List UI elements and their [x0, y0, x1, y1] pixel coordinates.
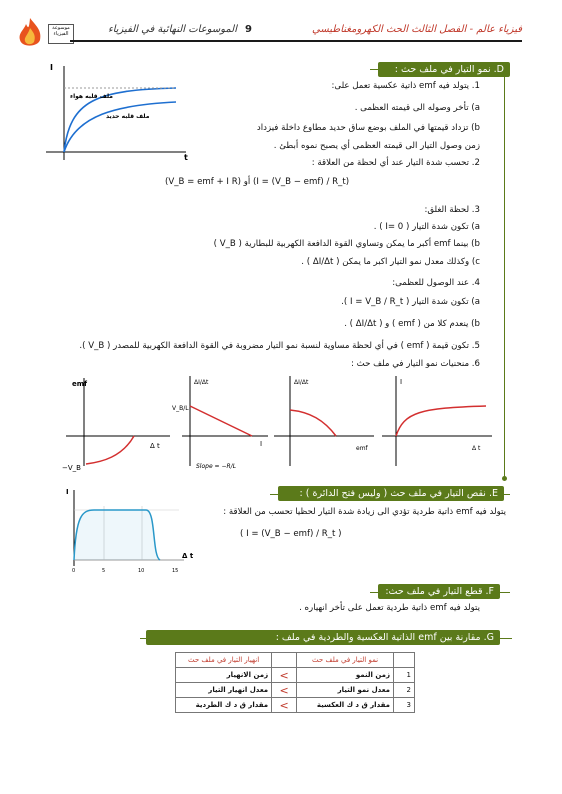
d-p3c: c) وكذلك معدل نمو التيار اكبر ما يمكن ( ΔI/Δt ) . — [301, 257, 480, 267]
row-grow-cell: زمن النمو — [297, 668, 394, 683]
page-header — [0, 18, 562, 58]
emf-axis-label-2: emf — [356, 445, 368, 452]
table-row — [176, 698, 415, 713]
emf-axis-label: emf — [72, 380, 88, 388]
row-grow-cell: مقدار ق د ك العكسية — [297, 698, 394, 713]
slope-label: Slope = −R/L — [196, 463, 237, 470]
d-p1a: a) تأخر وصوله الى قيمته العظمى . — [354, 103, 480, 113]
logo-text: موسوعة الفيزياء — [48, 24, 74, 44]
section-g-title: G. مقارنة بين emf الذاتية العكسية والطردية في ملف : — [146, 630, 500, 645]
flame-logo-icon — [14, 16, 46, 50]
graph-y-label: I — [50, 63, 53, 72]
e-p1: يتولد فيه emf ذاتية طردية تؤدي الى زيادة شدة التيار لحظيا تحسب من العلاقة : — [223, 507, 506, 517]
iron-core-label: ملف قلبه حديد — [106, 113, 150, 120]
i-axis-label: I — [400, 378, 403, 386]
decay-tick-15: 15 — [172, 568, 179, 574]
decay-x-label: Δ t — [182, 552, 194, 560]
col-decay-header: انهيار التيار في ملف حث — [176, 653, 272, 668]
d-p6: 6. منحنيات نمو التيار في ملف حث : — [351, 359, 480, 369]
d-p2: 2. تحسب شدة التيار عند أي لحظة من العلاقة : — [311, 158, 480, 168]
page-number: 9 — [245, 24, 252, 35]
rate-vs-current-graph — [172, 372, 272, 472]
row-sign: > — [272, 668, 297, 683]
row-number: 3 — [394, 698, 415, 713]
decay-y-label: I — [66, 488, 69, 496]
rate-vs-emf-graph — [270, 372, 380, 472]
current-growth-graph — [36, 60, 196, 168]
decay-tick-0: 0 — [72, 568, 76, 574]
row-sign: > — [272, 683, 297, 698]
decay-tick-10: 10 — [138, 568, 145, 574]
d-p3b: b) بينما emf أكبر ما يمكن وتساوي القوة الدافعة الكهربية للبطارية ( V_B ) — [213, 239, 480, 249]
d-p1: 1. يتولد فيه emf ذاتية عكسية تعمل على: — [331, 81, 480, 91]
header-rule — [70, 40, 522, 42]
current-vs-time-graph — [376, 372, 496, 472]
d-p3: 3. لحظة الغلق: — [424, 205, 480, 215]
row-number: 2 — [394, 683, 415, 698]
row-grow-cell: معدل نمو التيار — [297, 683, 394, 698]
section-f-title: F. قطع التيار في ملف حث: — [378, 584, 500, 599]
air-core-label: ملف قلبه هواء — [70, 93, 113, 100]
t-axis-label: Δ t — [472, 445, 481, 452]
graph-x-label: t — [184, 153, 188, 162]
d-p4: 4. عند الوصول للعظمى: — [392, 278, 480, 288]
d-p4b: b) ينعدم كلا من ( emf ) و ( ΔI/Δt ) . — [344, 319, 480, 329]
f-p1: يتولد فيه emf ذاتية طردية تعمل على تأخر انهياره . — [299, 603, 480, 613]
emf-x-label: Δ t — [150, 442, 160, 450]
table-row — [176, 683, 415, 698]
col-grow-header: نمو التيار في ملف حث — [297, 653, 394, 668]
chapter-title: فيزياء عالم - الفصل الثالث الحث الكهرومغناطيسي — [311, 24, 522, 35]
rate-axis-label: ΔI/Δt — [194, 379, 209, 386]
row-decay-cell: معدل انهيار التيار — [176, 683, 272, 698]
e-eq: ( I = (V_B − emf) / R_t ) — [240, 529, 342, 539]
comparison-table — [175, 652, 415, 713]
row-number: 1 — [394, 668, 415, 683]
row-decay-cell: مقدار ق د ك الطردية — [176, 698, 272, 713]
d-p1b: b) تزداد قيمتها في الملف بوضع ساق حديد مطاوع داخلة فيزداد — [256, 123, 480, 133]
current-decay-graph — [64, 486, 204, 576]
border-dot — [502, 476, 507, 481]
row-decay-cell: زمن الانهيار — [176, 668, 272, 683]
section-e-title: E. نقص التيار في ملف حث ( وليس فتح الدائرة ) : — [278, 486, 504, 501]
rate-axis-label-2: ΔI/Δt — [294, 379, 309, 386]
emf-neg-label: −V_B — [62, 464, 81, 472]
d-p1b2: زمن وصول التيار الى قيمته العظمى أي يصبح نموه أبطئ . — [273, 141, 480, 151]
brand-title: الموسوعات النهائية في الفيزياء — [108, 24, 238, 35]
section-border — [504, 70, 505, 478]
d-p3a: a) تكون شدة التيار ( I= 0 ) . — [373, 222, 480, 232]
row-sign: > — [272, 698, 297, 713]
table-header-row — [176, 653, 415, 668]
emf-graph — [62, 372, 174, 472]
vb-over-l-label: V_B/L — [172, 405, 189, 412]
decay-tick-5: 5 — [102, 568, 106, 574]
d-p5: 5. تكون قيمة ( emf ) في أي لحظة مساوية لنسبة نمو التيار مضروبة في القوة الدافعة الكهربية للمصدر ( V_B ). — [79, 341, 480, 351]
section-d-title: D. نمو التيار في ملف حث : — [378, 62, 510, 77]
d-p4a: a) تكون شدة التيار ( I = V_B / R_t ). — [341, 297, 480, 307]
table-row — [176, 668, 415, 683]
current-axis-label: I — [260, 440, 263, 448]
d-eq1: (V_B = emf + I R) أو (I = (V_B − emf) / R_t) — [165, 177, 350, 187]
